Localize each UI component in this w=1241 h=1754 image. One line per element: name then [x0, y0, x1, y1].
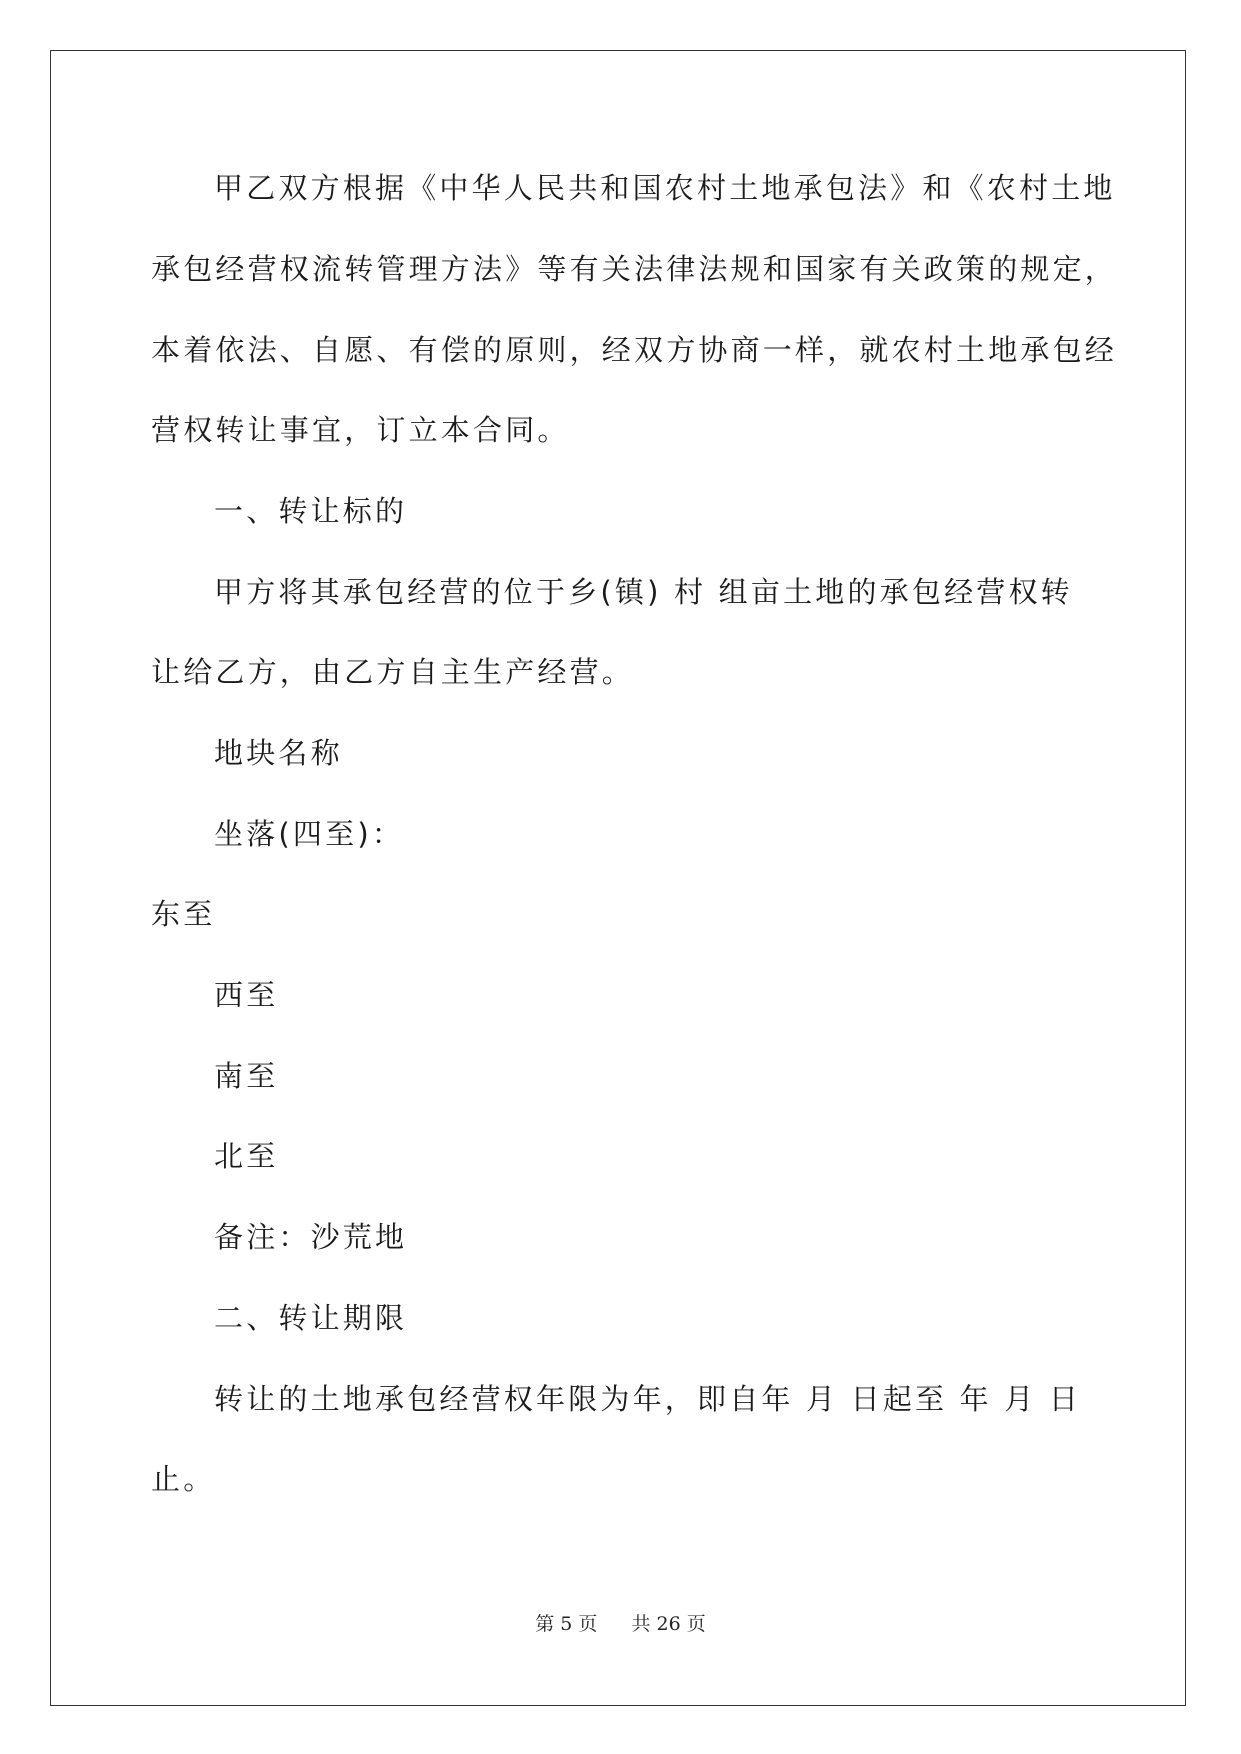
section-heading-1: 一、转让标的 — [214, 494, 408, 528]
south-boundary-label: 南至 — [214, 1059, 279, 1093]
paragraph-1-line-3: 本着依法、自愿、有偿的原则，经双方协商一样，就农村土地承包经 — [151, 333, 1118, 367]
paragraph-2-line-2: 让给乙方，由乙方自主生产经营。 — [151, 655, 635, 689]
paragraph-1-line-4: 营权转让事宜，订立本合同。 — [151, 413, 570, 447]
paragraph-2-line-1: 甲方将其承包经营的位于乡(镇) 村 组亩土地的承包经营权转 — [214, 575, 1073, 609]
remarks-line: 备注：沙荒地 — [214, 1220, 408, 1254]
paragraph-1-line-1: 甲乙双方根据《中华人民共和国农村土地承包法》和《农村土地 — [214, 171, 1116, 205]
paragraph-1-line-2: 承包经营权流转管理方法》等有关法律法规和国家有关政策的规定， — [151, 252, 1118, 286]
paragraph-3-line-2: 止。 — [151, 1462, 216, 1496]
location-label: 坐落(四至)： — [214, 817, 405, 851]
paragraph-3-line-1: 转让的土地承包经营权年限为年，即自年 月 日起至 年 月 日 — [214, 1382, 1082, 1416]
section-heading-2: 二、转让期限 — [214, 1301, 408, 1335]
north-boundary-label: 北至 — [214, 1139, 279, 1173]
page-footer — [0, 1612, 1241, 1636]
page-total: 共 26 页 — [631, 1613, 706, 1635]
page-number: 第 5 页 — [535, 1613, 598, 1635]
page-border — [50, 50, 1186, 1706]
west-boundary-label: 西至 — [214, 978, 279, 1012]
east-boundary-label: 东至 — [151, 897, 216, 931]
plot-name-label: 地块名称 — [214, 736, 343, 770]
